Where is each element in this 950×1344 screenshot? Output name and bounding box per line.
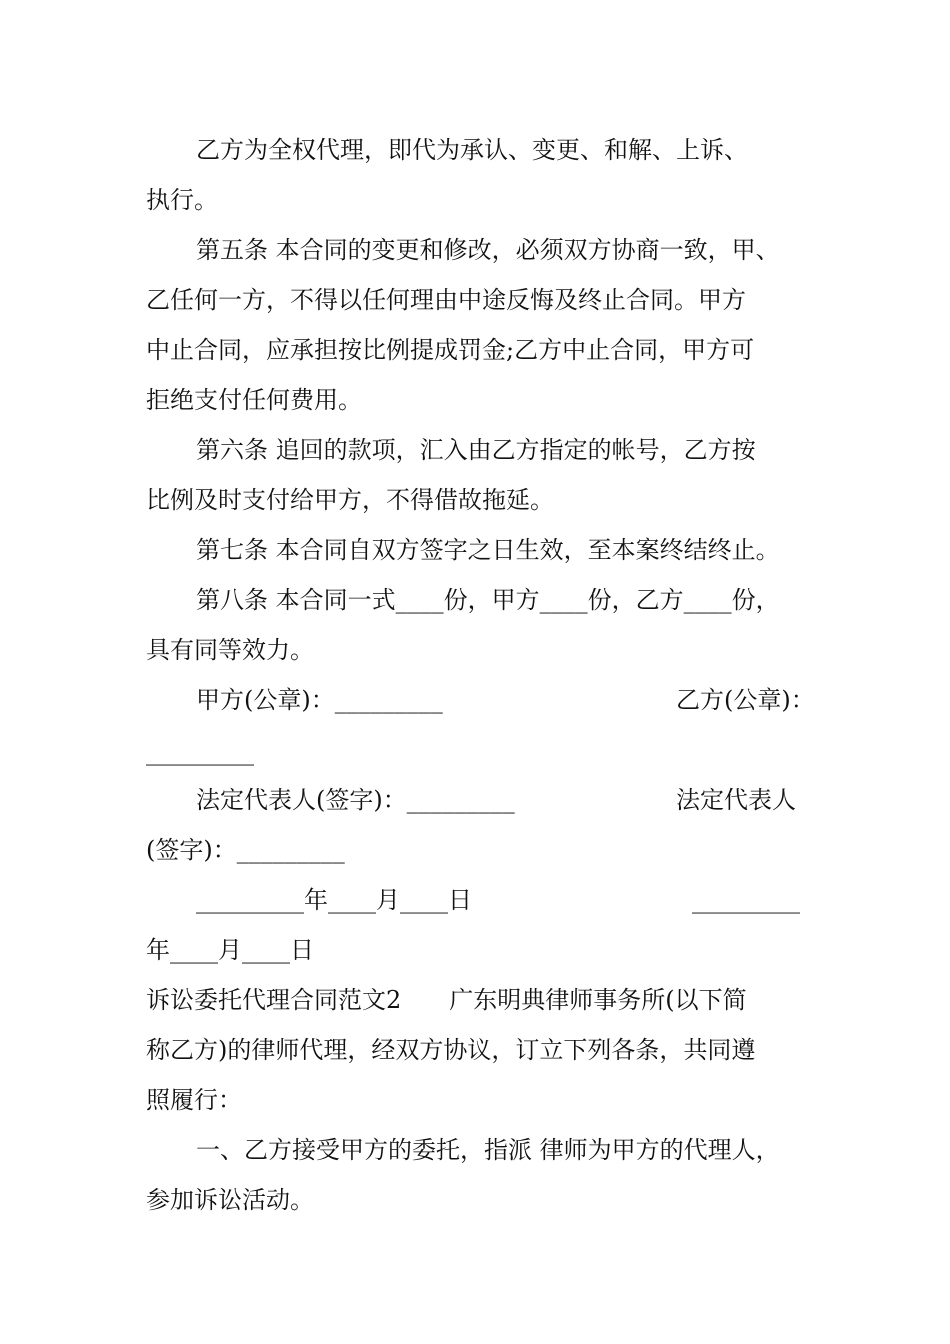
party-b-signature-line: (签字)：_________ [146, 836, 345, 864]
text-line: 中止合同，应承担按比例提成罚金;乙方中止合同，甲方可 [146, 336, 755, 364]
text-line: 执行。 [146, 186, 218, 214]
party-b-representative-label: 法定代表人 [676, 786, 796, 814]
clause-6-line: 第六条 追回的款项，汇入由乙方指定的帐号，乙方按 [196, 436, 756, 464]
party-a-seal-line: 甲方(公章)：_________ [196, 686, 443, 714]
clause-7-line: 第七条 本合同自双方签字之日生效，至本案终结终止。 [196, 536, 780, 564]
party-a-date-line: _________年____月____日 [196, 886, 472, 914]
sample-2-heading-line: 诉讼委托代理合同范文2 广东明典律师事务所(以下简 [146, 986, 747, 1014]
text-line: 称乙方)的律师代理，经双方协议，订立下列各条，共同遵 [146, 1036, 756, 1064]
text-line: 乙方为全权代理，即代为承认、变更、和解、上诉、 [196, 136, 748, 164]
text-line: 乙任何一方，不得以任何理由中途反悔及终止合同。甲方 [146, 286, 746, 314]
text-line: 具有同等效力。 [146, 636, 314, 664]
text-line: 参加诉讼活动。 [146, 1186, 314, 1214]
party-b-date-blank: _________ [692, 886, 800, 914]
party-b-date-line: 年____月____日 [146, 936, 314, 964]
clause-1-line: 一、乙方接受甲方的委托，指派 律师为甲方的代理人， [196, 1136, 780, 1164]
clause-5-line: 第五条 本合同的变更和修改，必须双方协商一致，甲、 [196, 236, 780, 264]
text-line: 拒绝支付任何费用。 [146, 386, 362, 414]
party-b-seal-label: 乙方(公章)： [676, 686, 815, 714]
party-a-representative-line: 法定代表人(签字)：_________ [196, 786, 515, 814]
party-b-seal-blank: _________ [146, 738, 254, 766]
text-line: 比例及时支付给甲方，不得借故拖延。 [146, 486, 554, 514]
text-line: 照履行： [146, 1086, 242, 1114]
clause-8-line: 第八条 本合同一式____份，甲方____份，乙方____份， [196, 586, 780, 614]
